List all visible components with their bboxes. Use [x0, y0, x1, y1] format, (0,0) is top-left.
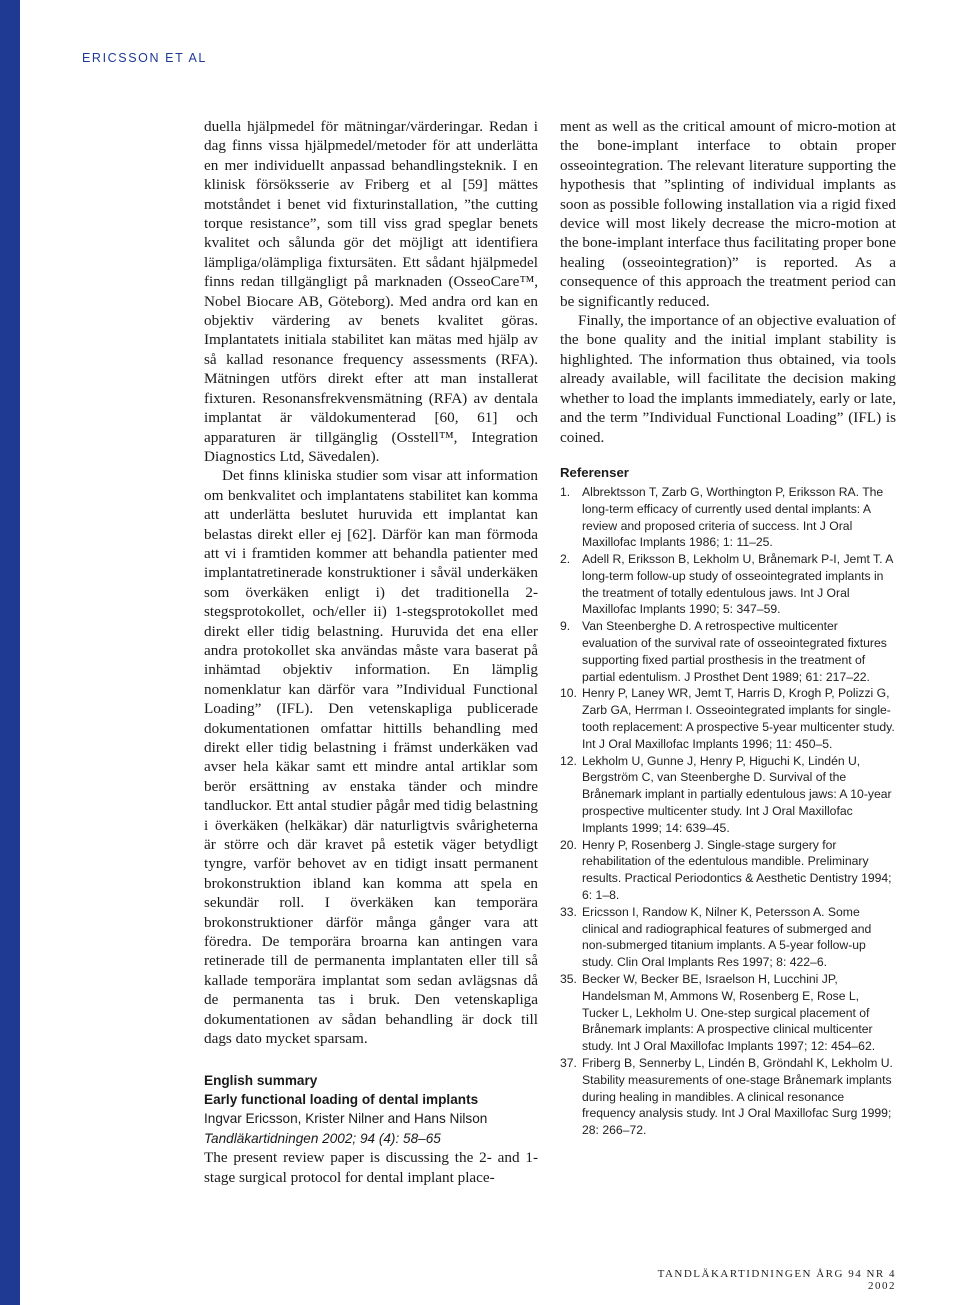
reference-number: 2. — [560, 552, 571, 567]
english-summary — [204, 1071, 538, 1187]
reference-item — [560, 904, 896, 971]
reference-number: 33. — [560, 904, 577, 919]
body-paragraph: Det finns kliniska studier som visar att information om benkvalitet och implantatens stabilitet kan komma att underlätta beslutet huruvida ett implantat kan belastas direkt eller ej [62]. Därför kan man förmoda att vi i framtiden kommer att behandla patienter med implantatretinerade konstruktioner i såväl underkäken som överkäken enligt i) det traditionella 2-stegsprotokollet, och/eller ii) 1-stegsprotokollet med direkt eller tidig belastning. Huruvida det ena eller andra protokollet ska användas måste vara baserat på inhämtad objektiv information. En lämplig nomenklatur kan därför vara ”Individual Functional Loading” (IFL). Den vetenskapliga publicerade dokumentationen omfattar hittills behandling med direkt eller tidig belastning i främst underkäken vad avser hela käkar samt ett mindre antal artiklar som berör ersättning av enstaka tänder och mindre tandluckor. Ett antal studier pågår med tidig belastning i överkäken (helkäkar) där naturligtvis svårigheterna är större och där kravet på estetik väger betydligt tyngre, varför behovet av en tidigt insatt permanent brokonstruktion ibland kan komma att spela en sekundär roll. I överkäken kan temporära brokonstruktioner därför många gånger vara att föredra. De temporära broarna kan antingen vara retinerade till de permanenta implantaten eller till så kallade temporära implantat som sedan avlägsnas då de permanenta tas i bruk. Den vetenskapliga dokumentationen av sådan behandling är dock till dags dato mycket sparsam. — [204, 467, 538, 1048]
reference-number: 12. — [560, 753, 577, 768]
reference-text: Ericsson I, Randow K, Nilner K, Petersson A. Some clinical and radiographical features of submerged and non-submerged titanium implants. A 5-year follow-up study. Clin Oral Implants Res 1997; 8: 422–6. — [582, 904, 872, 970]
reference-item — [560, 551, 896, 618]
reference-text: Henry P, Rosenberg J. Single-stage surgery for rehabilitation of the edentulous mandible. Preliminary results. Practical Periodontics & Aesthetic Dentistry 1994; 6: 1–8. — [582, 837, 892, 903]
right-column — [560, 117, 896, 1139]
reference-text: Adell R, Eriksson B, Lekholm U, Brånemark P-I, Jemt T. A long-term follow-up study of osseointegrated implants in the treatment of totally edentulous jaws. Int J Oral Maxillofac Implants 1990; 5: 347–59. — [582, 552, 893, 617]
sidebar-color-bar — [0, 0, 20, 1305]
reference-number: 9. — [560, 619, 571, 634]
references-list — [560, 484, 896, 1139]
reference-number: 37. — [560, 1056, 577, 1070]
summary-text-start: The present review paper is discussing the 2- and 1-stage surgical protocol for dental implant place- — [204, 1149, 538, 1186]
reference-item — [560, 618, 896, 685]
reference-number: 20. — [560, 837, 577, 852]
reference-text: Lekholm U, Gunne J, Henry P, Higuchi K, Lindén U, Bergström C, van Steenberghe D. Survival of the Brånemark implant in partially edentulous jaws: A 10-year prospective multicenter study. Int J Oral Maxillofac Implants 1999; 14: 639–45. — [582, 753, 892, 835]
reference-text: Becker W, Becker BE, Israelson H, Lucchini JP, Handelsman M, Ammons W, Rosenberg E, Rose L, Tucker L, Lekholm U. One-step surgical placement of Brånemark implants: A prospective clinical multicenter study. Int J Oral Maxillofac Implants 1997; 12: 454–62. — [582, 972, 876, 1054]
reference-text: Friberg B, Sennerby L, Lindén B, Gröndahl K, Lekholm U. Stability measurements of one-stage Brånemark implants during healing in mandibles. A clinical resonance frequency analysis study. Int J Oral Maxillofac Surg 1999; 28: 266–72. — [582, 1056, 893, 1138]
reference-text: Henry P, Laney WR, Jemt T, Harris D, Krogh P, Polizzi G, Zarb GA, Herrman I. Osseointegrated implants for single-tooth replacement: A prospective 5-year multicenter study. Int J Oral Maxillofac Implants 1996; 11: 450–5. — [582, 686, 895, 751]
reference-item — [560, 837, 896, 904]
reference-item — [560, 971, 896, 1055]
reference-text: Albrektsson T, Zarb G, Worthington P, Eriksson RA. The long-term efficacy of currently used dental implants: A review and proposed criteria of success. Int J Oral Maxillofac Implants 1986; 1: 11–25. — [582, 484, 884, 550]
reference-number: 10. — [560, 686, 577, 701]
reference-item — [560, 484, 896, 551]
running-header-author: ERICSSON ET AL — [82, 51, 207, 65]
journal-footer: TANDLÄKARTIDNINGEN ÅRG 94 NR 4 2002 — [657, 1268, 896, 1292]
summary-title: Early functional loading of dental implants — [204, 1091, 479, 1107]
summary-paragraph-2: Finally, the importance of an objective evaluation of the bone quality and the initial implant stability is highlighted. The information thus obtained, via tools already available, will facilitate the decision making whether to load the implants immediately, early or late, and the term ”Individual Functional Loading” (IFL) is coined. — [560, 312, 896, 446]
reference-number: 1. — [560, 484, 571, 499]
reference-item — [560, 1055, 896, 1139]
summary-text-continued: ment as well as the critical amount of micro-motion at the bone-implant interface to obtain proper osseointegration. The relevant literature supporting the hypothesis that ”splinting of individual implants as soon as possible following installation via a rigid fixed device will most likely decrease the micro-motion at the bone-implant interface thus facilitating proper bone healing (osseointegration)” is reported. As a consequence of this approach the treatment period can be significantly reduced. — [560, 118, 896, 310]
reference-number: 35. — [560, 972, 577, 987]
summary-authors: Ingvar Ericsson, Krister Nilner and Hans Nilson — [204, 1111, 488, 1127]
reference-text: Van Steenberghe D. A retrospective multicenter evaluation of the survival rate of osseointegrated fixtures supporting fixed partial prosthesis in the treatment of partial edentulism. J Prosthet Dent 1989; 61: 217–22. — [582, 619, 887, 684]
summary-heading: English summary — [204, 1072, 318, 1088]
reference-item — [560, 753, 896, 837]
summary-citation: Tandläkartidningen 2002; 94 (4): 58–65 — [204, 1130, 441, 1146]
body-paragraph: duella hjälpmedel för mätningar/värderingar. Redan i dag finns vissa hjälpmedel/metoder för att underlätta en mer individuellt anpassad behandlingsteknik. I en klinisk försöksserie av Friberg et al [59] mättes motståndet i benet vid fixturinstallation, ”the cutting torque resistance”, som till viss grad speglar benets kvalitet och sålunda gör det möjligt att identifiera lämpliga/olämpliga fixtursäten. Ett sådant hjälpmedel finns redan tillgängligt på marknaden (OsseoCare™, Nobel Biocare AB, Göteborg). Med andra ord kan en objektiv värdering av benets kvalitet göras. Implantatets initiala stabilitet kan mätas med hjälp av så kallad resonance frequency assessments (RFA). Mätningen utförs direkt efter att man installerat fixturen. Resonansfrekvensmätning (RFA) av dentala implantat är väldokumenterad [60, 61] och apparaturen är tillgänglig (Osstell™, Integration Diagnostics Ltd, Sävedalen). — [204, 118, 538, 465]
reference-item — [560, 685, 896, 752]
references-heading: Referenser — [560, 464, 629, 480]
left-column — [204, 117, 538, 1187]
